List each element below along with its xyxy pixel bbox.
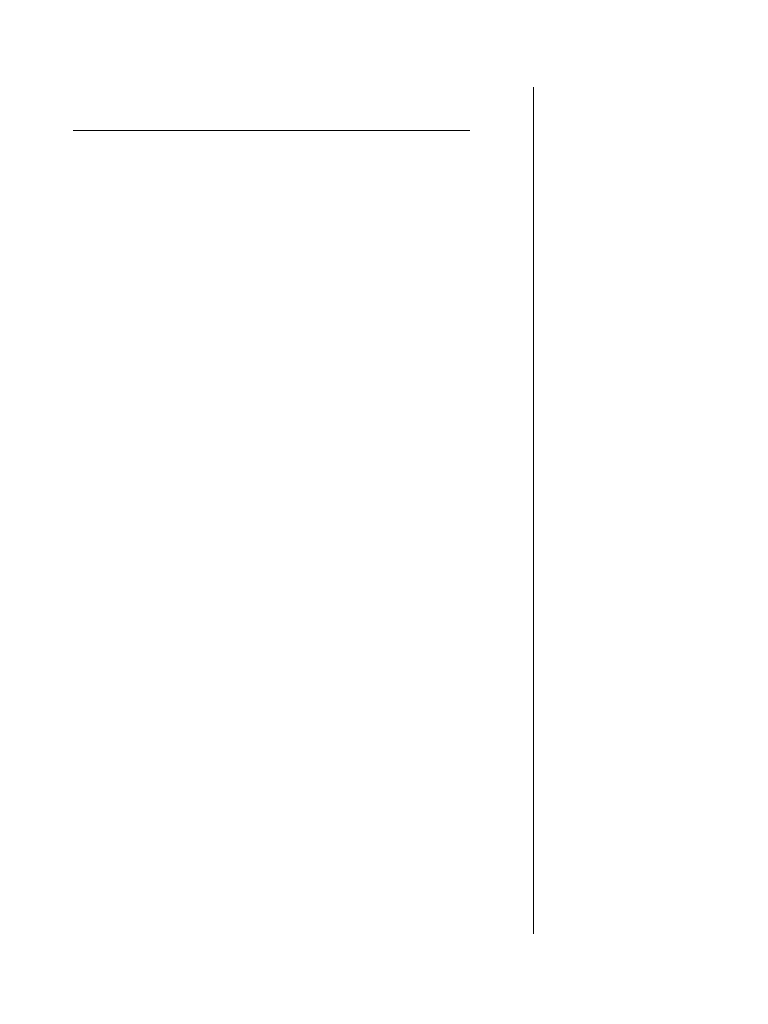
exam-header [73, 115, 470, 131]
vertical-divider [533, 87, 534, 934]
